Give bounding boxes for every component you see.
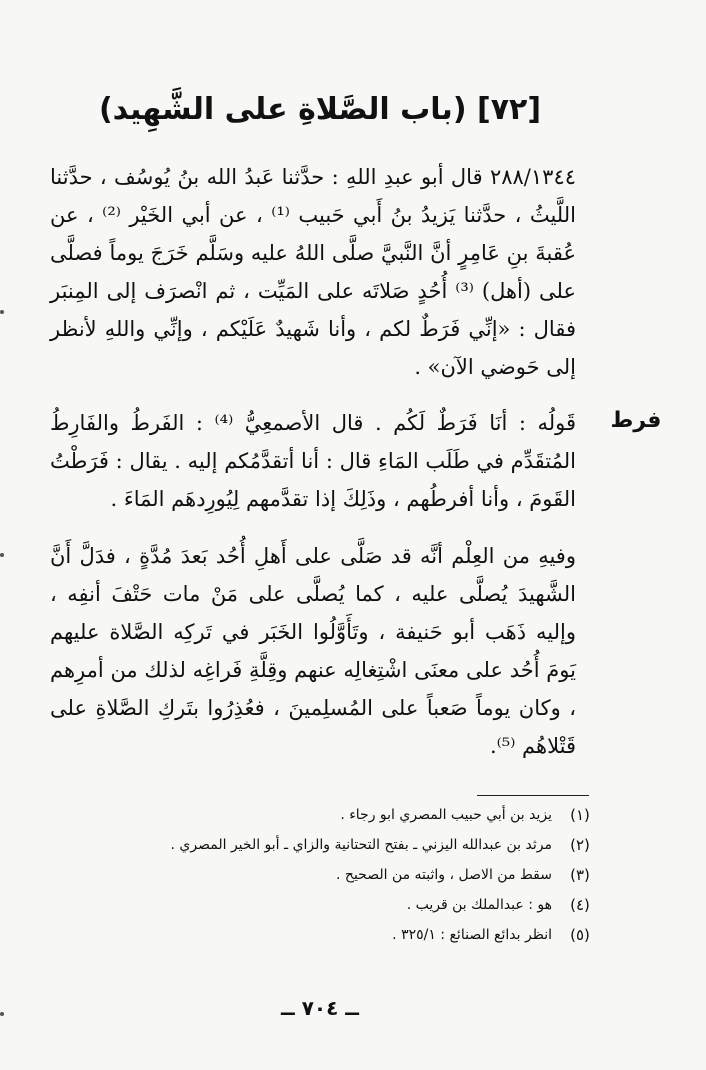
scan-mark <box>0 1012 4 1016</box>
footnote-text: هو : عبدالملك بن قريب . <box>406 897 552 913</box>
footnote-number: (٥) <box>570 926 590 944</box>
scan-mark <box>0 553 4 557</box>
footnotes <box>150 800 600 950</box>
footnote-text: مرثد بن عبدالله اليزني ـ بفتح التحتانية والزاي ـ أبو الخير المصري . <box>170 837 552 853</box>
chapter-title: [٧٢] (باب الصَّلاةِ على الشَّهِيد) <box>98 92 542 127</box>
footnote-item <box>150 830 600 860</box>
footnote-item <box>150 800 600 830</box>
footnote-number: (٣) <box>570 866 590 884</box>
hadith-paragraph: ٢٨٨/١٣٤٤ قال أبو عبدِ اللهِ : حدَّثنا عَبدُ الله بنُ يُوسُف ، حدَّثنا اللَّيثُ ، حدَّثنا يَزيدُ بنُ أَبي حَبيب ⁽¹⁾ ، عن أبي الخَيْر ⁽²⁾ ، عن عُقبةَ بنِ عَامِرٍ أنَّ النَّبيَّ صلَّى اللهُ عليه وسَلَّم خَرَجَ يوماً فصلَّى على (أهل) ⁽³⁾ أُحُدٍ صَلاتَه على المَيِّت ، ثم انْصرَف إلى المِنبَر فقال : «إنِّي فَرَطٌ لكم ، وأنا شَهيدٌ عَلَيْكم ، وإنِّي واللهِ لأنظر إلى حَوضي الآن» . <box>50 165 576 379</box>
footnote-item <box>150 920 600 950</box>
footnote-number: (٢) <box>570 836 590 854</box>
footnote-divider <box>477 795 589 796</box>
footnote-text: يزيد بن أبي حبيب المصري ابو رجاء . <box>340 807 552 823</box>
scan-mark <box>0 310 4 314</box>
footnote-item <box>150 860 600 890</box>
page-number: ــ ٧٠٤ ــ <box>281 996 359 1020</box>
footnote-text: انظر بدائع الصنائع : ٣٢٥/١ . <box>392 927 552 943</box>
commentary-paragraph: قَولُه : أنَا فَرَطٌ لَكُم . قال الأصمعِيُّ ⁽⁴⁾ : الفَرطُ والفَارِطُ المُتقَدِّم في طَلَب المَاءِ قال : أنا أتقدَّمُكم إليه . يقال : فَرَطْتُ القَومَ ، وأنا أفرطُهم ، وذَلِكَ إذا تقدَّمهم لِيُورِدهَم المَاءَ . <box>50 411 576 511</box>
footnote-text: سقط من الاصل ، واثبته من الصحيح . <box>336 867 552 883</box>
margin-keyword: فرط <box>610 408 662 433</box>
ruling-paragraph: وفيهِ من العِلْم أنَّه قد صَلَّى على أَهلِ أُحُد بَعدَ مُدَّةٍ ، فدَلَّ أَنَّ الشَّهيدَ يُصلَّى عليه ، كما يُصلَّى على مَنْ مات حَتْفَ أنفِه ، وإليه ذَهَب أبو حَنيفة ، وتَأَوَّلُوا الخَبَر في تَركِه الصَّلاة عليهم يَومَ أُحُد على معنَى اشْتِغالِه عنهم وقِلَّةِ فَراغِه لذلك من أمرِهم ، وكان يوماً صَعباً على المُسلِمينَ ، فعُذِرُوا بتَركِ الصَّلاةِ على قَتْلاهُم ⁽⁵⁾. <box>50 544 576 758</box>
footnote-number: (٤) <box>570 896 590 914</box>
footnote-number: (١) <box>570 806 590 824</box>
footnote-item <box>150 890 600 920</box>
